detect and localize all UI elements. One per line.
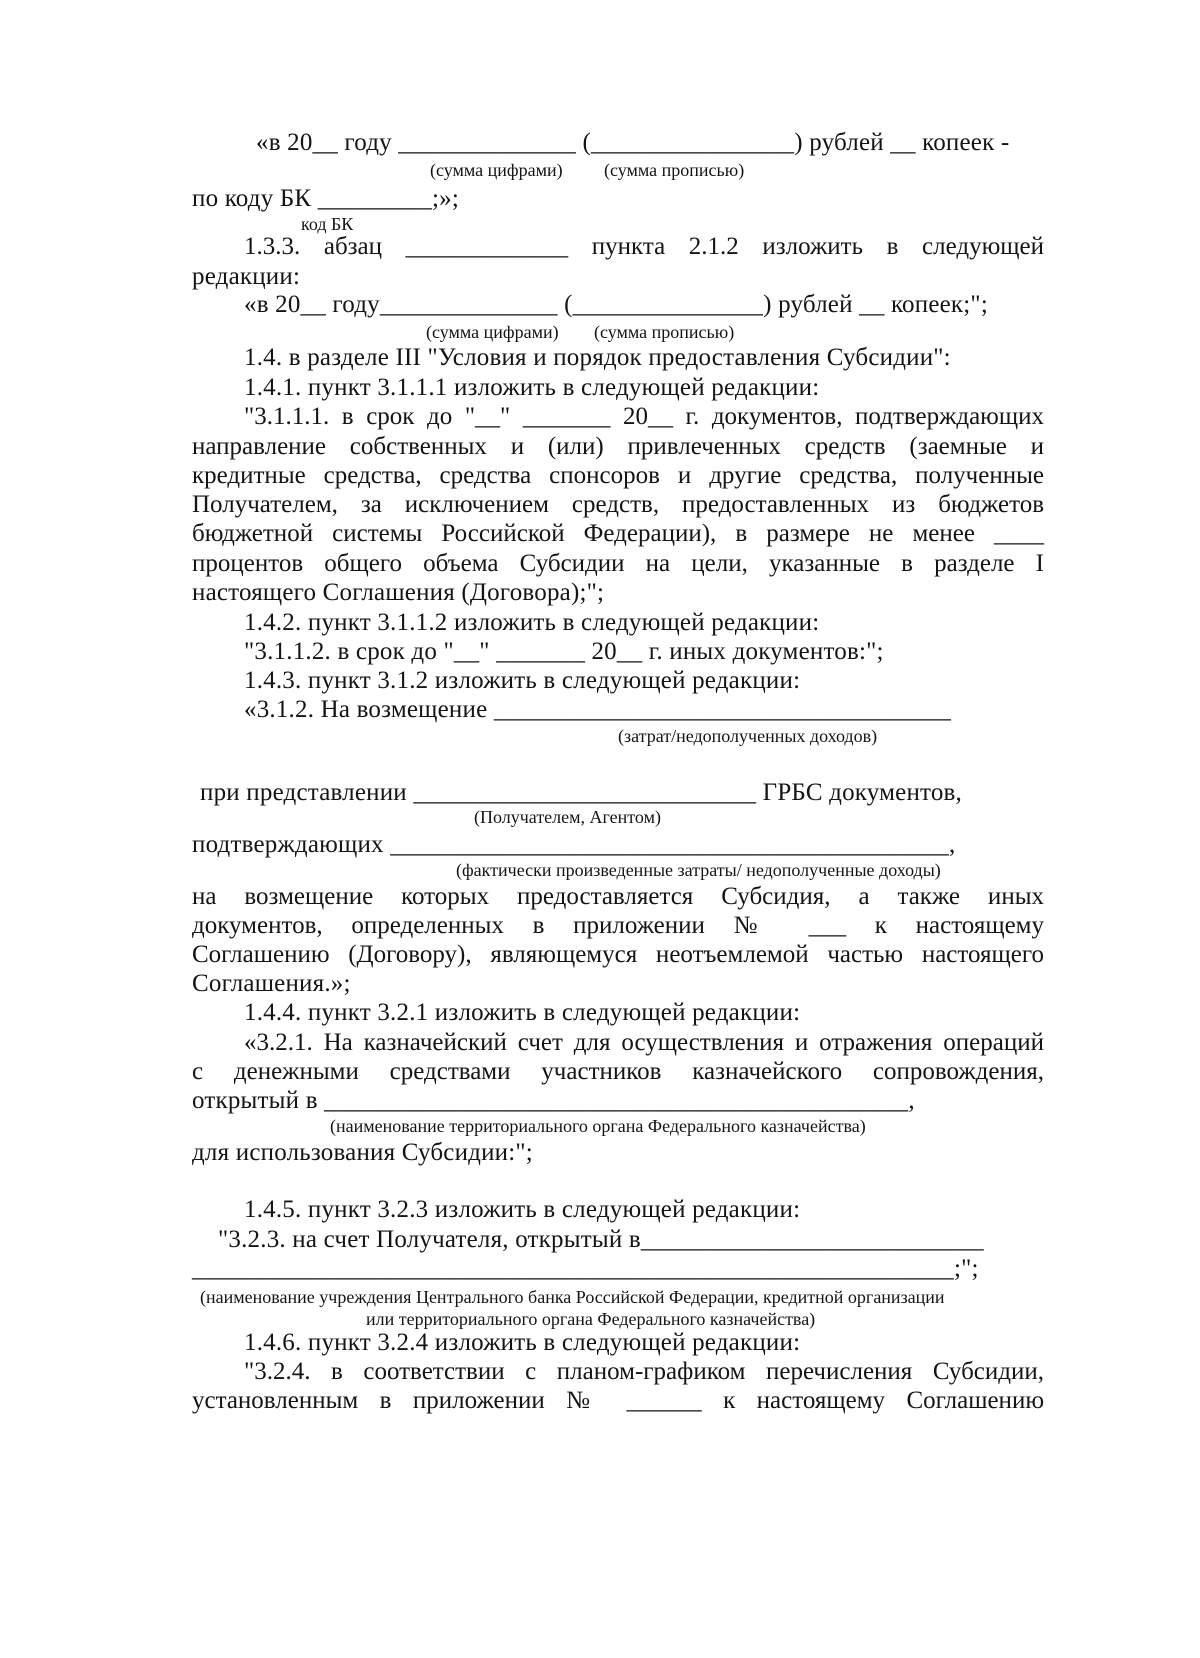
- text-line: процентов общего объема Субсидии на цели, указанные в разделе I: [192, 550, 1044, 577]
- caption: или территориального органа Федерального казначейства): [366, 1309, 816, 1329]
- text-line: 1.4.3. пункт 3.1.2 изложить в следующей редакции:: [244, 667, 801, 694]
- text-line: открытый в ______________________________________________,: [192, 1087, 915, 1114]
- text-line: документов, определенных в приложении № ___ к настоящему: [192, 912, 1044, 939]
- text-line: для использования Субсидии:";: [192, 1139, 533, 1166]
- caption: код БК: [301, 214, 354, 234]
- text-line: ____________________________________________________________;";: [192, 1255, 979, 1282]
- text-line: подтверждающих ____________________________________________,: [192, 831, 956, 858]
- text-line: "3.1.1.1. в срок до "__" _______ 20__ г. документов, подтверждающих: [244, 403, 1044, 430]
- text-line: "3.2.3. на счет Получателя, открытый в___________________________: [218, 1226, 984, 1253]
- text-line: 1.4.4. пункт 3.2.1 изложить в следующей редакции:: [244, 999, 801, 1026]
- text-line: Получателем, за исключением средств, предоставленных из бюджетов: [192, 491, 1044, 518]
- text-line: 1.4.5. пункт 3.2.3 изложить в следующей редакции:: [244, 1196, 801, 1223]
- text-line: «3.2.1. На казначейский счет для осуществления и отражения операций: [244, 1029, 1044, 1056]
- caption: (затрат/недополученных доходов): [618, 726, 878, 746]
- text-line: 1.3.3. абзац _____________ пункта 2.1.2 изложить в следующей: [244, 233, 1044, 260]
- text-line: установленным в приложении № ______ к настоящему Соглашению: [192, 1387, 1044, 1414]
- caption: (сумма прописью): [594, 322, 735, 342]
- text-line: при представлении ___________________________ ГРБС документов,: [200, 779, 962, 806]
- caption: (сумма цифрами): [430, 160, 563, 180]
- text-line: «3.1.2. На возмещение ____________________________________: [244, 696, 952, 723]
- caption: (Получателем, Агентом): [474, 807, 661, 827]
- text-line: бюджетной системы Российской Федерации), в размере не менее ____: [192, 520, 1044, 547]
- text-line: кредитные средства, средства спонсоров и другие средства, полученные: [192, 462, 1044, 489]
- text-line: «в 20__ году ______________ (________________) рублей __ копеек -: [256, 129, 1010, 156]
- caption: (наименование учреждения Центрального банка Российской Федерации, кредитной организации: [200, 1287, 945, 1307]
- text-line: 1.4. в разделе III "Условия и порядок предоставления Субсидии":: [244, 344, 951, 371]
- text-line: "3.1.1.2. в срок до "__" _______ 20__ г. иных документов:";: [244, 638, 884, 665]
- text-line: на возмещение которых предоставляется Субсидия, а также иных: [192, 883, 1044, 910]
- text-line: направление собственных и (или) привлеченных средств (заемные и: [192, 433, 1044, 460]
- text-line: «в 20__ году______________ (_______________) рублей __ копеек;";: [244, 291, 988, 318]
- text-line: 1.4.6. пункт 3.2.4 изложить в следующей редакции:: [244, 1329, 801, 1356]
- caption: (наименование территориального органа Федерального казначейства): [330, 1116, 866, 1136]
- caption: (фактически произведенные затраты/ недополученные доходы): [456, 860, 941, 880]
- text-line: по коду БК _________;»;: [192, 185, 460, 212]
- text-line: настоящего Соглашения (Договора);";: [192, 579, 605, 606]
- text-line: редакции:: [192, 263, 301, 290]
- caption: (сумма цифрами): [426, 322, 559, 342]
- text-line: Соглашению (Договору), являющемуся неотъемлемой частью настоящего: [192, 941, 1044, 968]
- text-line: "3.2.4. в соответствии с планом-графиком перечисления Субсидии,: [244, 1358, 1044, 1385]
- text-line: с денежными средствами участников казначейского сопровождения,: [192, 1058, 1044, 1085]
- text-line: 1.4.1. пункт 3.1.1.1 изложить в следующей редакции:: [244, 374, 820, 401]
- text-line: 1.4.2. пункт 3.1.1.2 изложить в следующей редакции:: [244, 609, 820, 636]
- text-line: Соглашения.»;: [192, 970, 351, 997]
- caption: (сумма прописью): [604, 160, 745, 180]
